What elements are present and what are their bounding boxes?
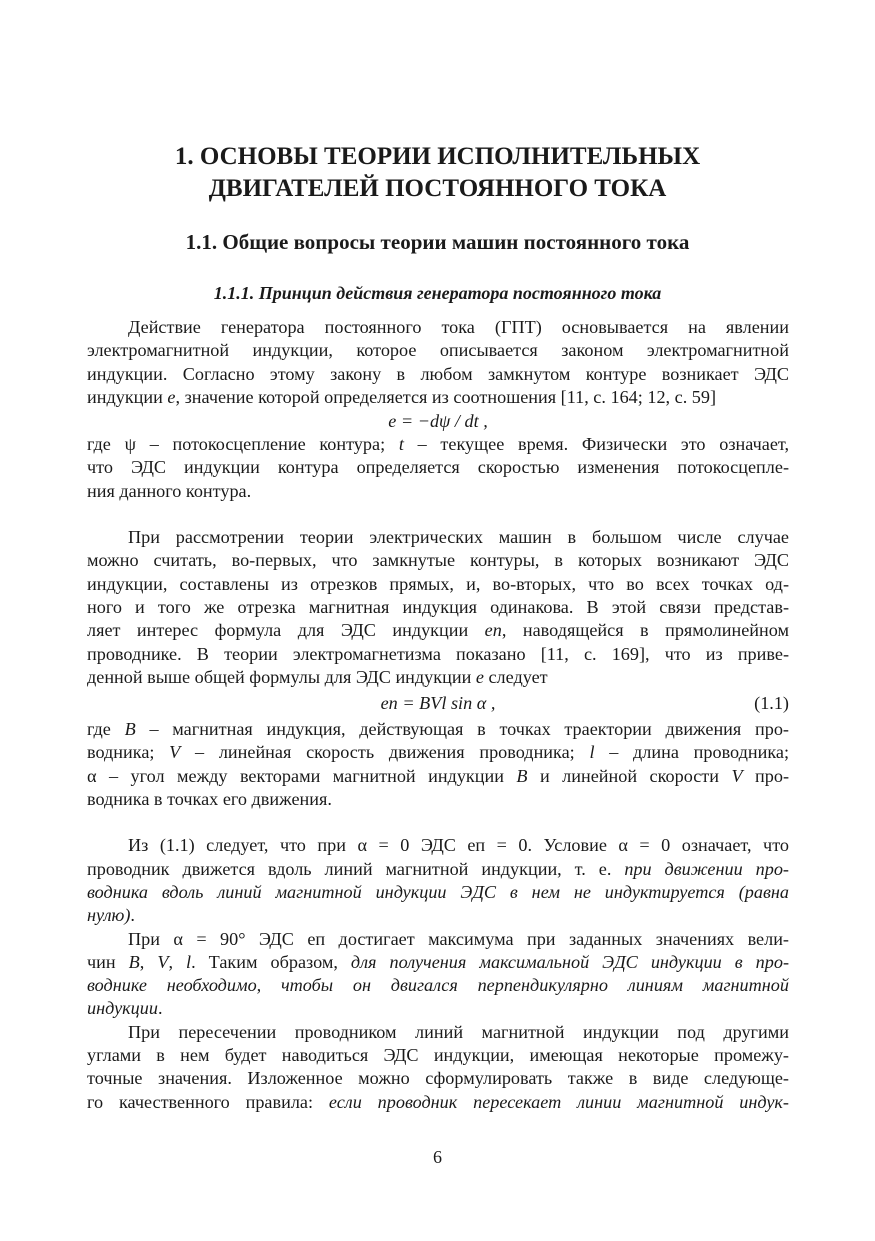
text-line-italic: водника вдоль линий магнитной индукции ЭДС в нем не индуктируется (равна	[87, 881, 789, 902]
text-run-italic: l	[186, 951, 192, 972]
text-line-italic: воднике необходимо, чтобы он двигался перпендикулярно линиям магнитной	[87, 975, 789, 996]
text-run: .	[130, 905, 135, 926]
text-line	[87, 718, 789, 741]
text-run-italic: t	[398, 434, 404, 455]
text-run-italic: B	[128, 951, 140, 972]
text-run: – линейная скорость движения проводника;	[180, 742, 590, 763]
text-line: что ЭДС индукции контура определяется скоростью изменения потокосцепле-	[87, 457, 789, 478]
text-run: чин	[87, 951, 129, 972]
page-number: 6	[433, 1147, 442, 1167]
text-run: ляет интерес формула для ЭДС индукции	[87, 620, 485, 641]
equation-number: (1.1)	[754, 693, 789, 714]
text-line: При пересечении проводником линий магнитной индукции под другими	[128, 1021, 789, 1042]
chapter-title-line-2: ДВИГАТЕЛЕЙ ПОСТОЯННОГО ТОКА	[208, 175, 667, 202]
text-line: Из (1.1) следует, что при α = 0 ЭДС eп = 0. Условие α = 0 означает, что	[128, 835, 789, 856]
text-line: проводнике. В теории электромагнетизма показано [11, с. 169], что из приве-	[87, 643, 789, 664]
text-line	[87, 386, 789, 409]
equation-emf: e = −dψ / dt ,	[388, 411, 488, 432]
paragraph-4	[87, 718, 789, 811]
text-line	[87, 904, 789, 927]
text-run: го качественного правила:	[87, 1091, 329, 1112]
text-line: углами в нем будет наводиться ЭДС индукции, имеющая некоторые промежу-	[87, 1045, 789, 1066]
text-run-italic: e	[167, 386, 176, 407]
subsection-title: 1.1.1. Принцип действия генератора постоянного тока	[213, 283, 662, 303]
text-run-italic: индукции	[87, 998, 158, 1019]
paragraph-2	[87, 433, 789, 503]
text-line	[87, 741, 789, 764]
text-run: . Таким образом,	[191, 951, 351, 972]
text-run-italic: B	[516, 765, 528, 786]
text-line: индукции. Согласно этому закону в любом замкнутом контуре возникает ЭДС	[87, 363, 789, 384]
text-run: и линейной скорости	[527, 765, 732, 786]
text-run: следует	[483, 666, 548, 687]
text-line	[87, 997, 789, 1020]
text-line: водника в точках его движения.	[87, 789, 332, 810]
chapter-title	[60, 141, 815, 205]
text-run-italic: нулю)	[87, 905, 131, 926]
text-run: водника;	[87, 742, 170, 763]
text-run: про-	[742, 765, 790, 786]
text-run: проводник движется вдоль линий магнитной индукции, т. е.	[87, 858, 625, 879]
paragraph-6	[87, 928, 789, 1021]
text-run-italic: V	[169, 742, 181, 763]
text-line	[87, 433, 789, 456]
text-line	[87, 858, 789, 881]
text-run: индукции	[87, 386, 168, 407]
equation-1-1	[87, 689, 789, 718]
text-run: , наводящейся в прямолинейном	[501, 620, 789, 641]
text-line	[87, 765, 789, 788]
text-run: – текущее время. Физически это означает,	[403, 434, 790, 455]
paragraph-gap	[87, 811, 789, 834]
text-run-italic: l	[589, 742, 595, 763]
text-run: денной выше общей формулы для ЭДС индукции	[87, 666, 476, 687]
text-run-italic: для получения максимальной ЭДС индукции в про-	[350, 951, 790, 972]
text-line	[87, 1091, 789, 1114]
text-run-italic: B	[124, 719, 136, 740]
text-line: точные значения. Изложенное можно сформулировать также в виде следующе-	[87, 1068, 789, 1089]
text-run: – длина проводника;	[594, 742, 790, 763]
text-line: Действие генератора постоянного тока (ГПТ) основывается на явлении	[128, 317, 789, 337]
text-run: .	[157, 998, 163, 1019]
body-text	[87, 316, 789, 1114]
text-line	[87, 619, 789, 642]
equation-formula: eп = BVl sin α ,	[380, 693, 496, 714]
text-run-italic: если проводник пересекает линии магнитной индук-	[328, 1091, 789, 1112]
paragraph-gap	[87, 503, 789, 526]
section-title: 1.1. Общие вопросы теории машин постоянного тока	[185, 230, 690, 254]
text-line: можно считать, во-первых, что замкнутые контуры, в которых возникают ЭДС	[87, 550, 789, 571]
text-line	[87, 666, 789, 689]
text-line: ния данного контура.	[87, 480, 252, 501]
text-line: При рассмотрении теории электрических машин в большом числе случае	[128, 527, 789, 548]
text-line: электромагнитной индукции, которое описывается законом электромагнитной	[87, 340, 789, 361]
paragraph-7	[87, 1021, 789, 1114]
paragraph-1	[87, 316, 789, 409]
text-line: При α = 90° ЭДС eп достигает максимума при заданных значениях вели-	[128, 928, 789, 949]
text-run: , значение которой определяется из соотношения [11, с. 164; 12, с. 59]	[175, 386, 717, 407]
text-run-italic: при движении про-	[624, 858, 789, 879]
text-run-italic: eп	[484, 620, 502, 641]
text-run: где	[87, 719, 125, 740]
text-run: α – угол между векторами магнитной индукции	[87, 765, 517, 786]
text-run: где ψ – потокосцепление контура;	[87, 434, 399, 455]
text-run: ,	[168, 951, 187, 972]
text-run-italic: V	[731, 765, 743, 786]
paragraph-3	[87, 526, 789, 689]
text-run: – магнитная индукция, действующая в точках траектории движения про-	[135, 719, 789, 740]
text-line: ного и того же отрезка магнитная индукция одинакова. В этой связи представ-	[87, 596, 789, 617]
text-run-italic: V	[157, 951, 169, 972]
paragraph-5	[87, 834, 789, 927]
text-line	[87, 951, 789, 974]
text-line: индукции, составлены из отрезков прямых, и, во-вторых, что во всех точках од-	[87, 573, 789, 594]
text-run-italic: e	[475, 666, 484, 687]
text-run: ,	[139, 951, 158, 972]
chapter-title-line-1: 1. ОСНОВЫ ТЕОРИИ ИСПОЛНИТЕЛЬНЫХ	[174, 143, 701, 170]
